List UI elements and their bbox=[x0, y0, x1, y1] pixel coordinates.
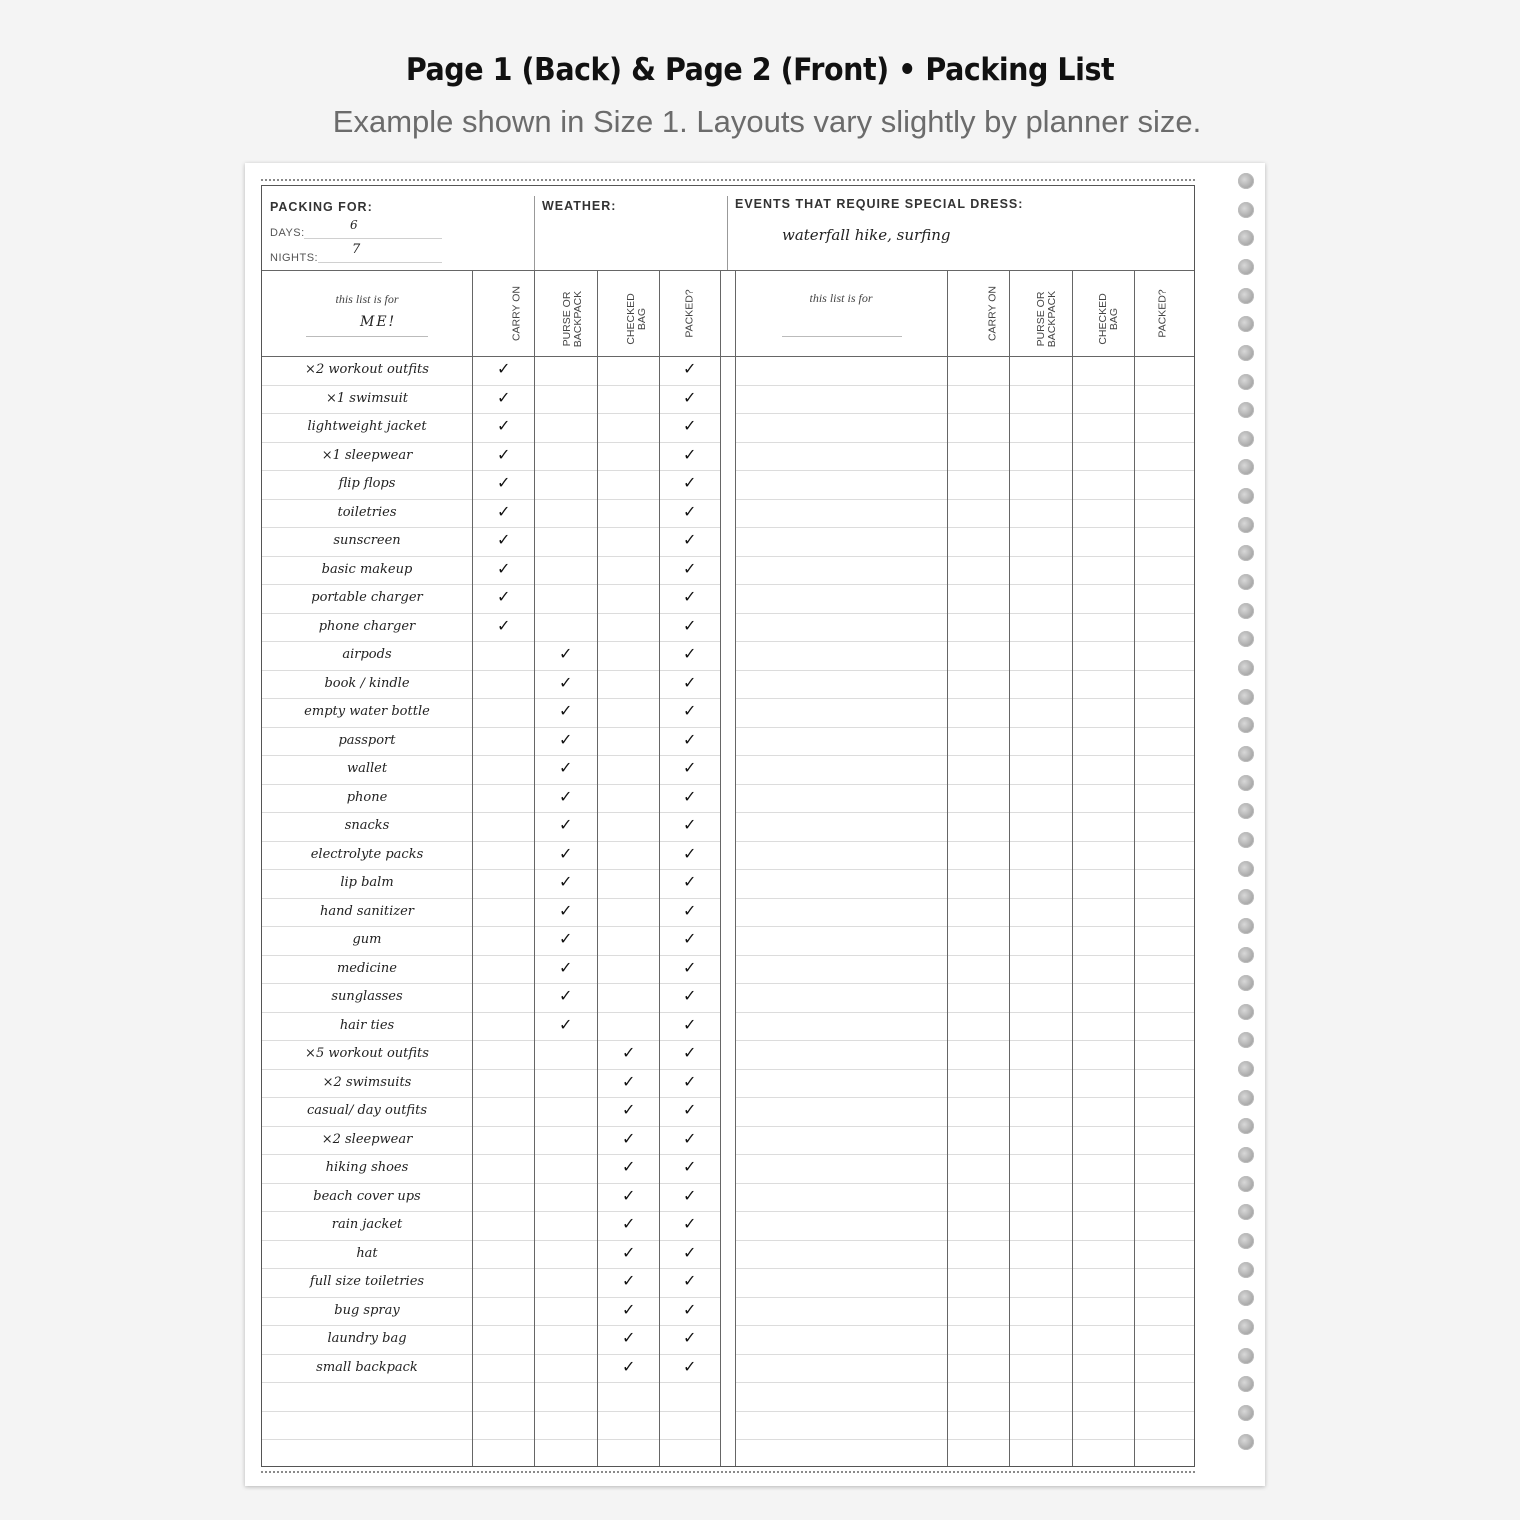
ruled-line bbox=[735, 1040, 1194, 1041]
ruled-line bbox=[735, 755, 1194, 756]
packing-item-text[interactable]: laundry bag bbox=[327, 1331, 407, 1346]
ruled-line bbox=[262, 1382, 720, 1383]
bag-check-mark[interactable]: ✓ bbox=[497, 587, 511, 606]
ruled-line bbox=[262, 385, 720, 386]
packed-check-mark[interactable]: ✓ bbox=[683, 1071, 697, 1091]
packing-item-text[interactable]: snacks bbox=[344, 818, 390, 833]
packing-item-text[interactable]: bug spray bbox=[334, 1302, 400, 1318]
bag-check-mark[interactable]: ✓ bbox=[622, 1043, 636, 1062]
ruled-line bbox=[735, 1097, 1194, 1098]
binder-hole bbox=[1238, 803, 1254, 819]
bag-check-mark[interactable]: ✓ bbox=[622, 1328, 636, 1347]
column-line bbox=[720, 270, 721, 1466]
packing-item-text[interactable]: medicine bbox=[336, 960, 397, 976]
ruled-line bbox=[735, 527, 1194, 528]
bag-check-mark[interactable]: ✓ bbox=[559, 672, 573, 692]
ruled-line bbox=[262, 727, 720, 728]
binder-hole bbox=[1238, 660, 1254, 676]
bag-check-mark[interactable]: ✓ bbox=[497, 359, 511, 378]
packed-check-mark[interactable]: ✓ bbox=[683, 672, 697, 692]
ruled-line bbox=[262, 1097, 720, 1098]
packing-item-text[interactable]: hand sanitizer bbox=[319, 903, 415, 919]
bag-check-mark[interactable]: ✓ bbox=[559, 729, 573, 749]
ruled-line bbox=[262, 1354, 720, 1355]
events-label: EVENTS THAT REQUIRE SPECIAL DRESS: bbox=[735, 197, 1024, 211]
packed-check-mark[interactable]: ✓ bbox=[683, 758, 697, 777]
bottom-dotted-border bbox=[261, 1471, 1195, 1473]
bag-check-mark[interactable]: ✓ bbox=[497, 615, 511, 635]
packed-check-mark[interactable]: ✓ bbox=[683, 843, 697, 863]
packing-item-text[interactable]: hair ties bbox=[339, 1017, 395, 1033]
ruled-line bbox=[262, 556, 720, 557]
bag-check-mark[interactable]: ✓ bbox=[497, 501, 511, 521]
packing-for-label: PACKING FOR: bbox=[270, 200, 373, 214]
right-col-packed: PACKED? bbox=[1156, 289, 1169, 338]
binder-hole bbox=[1238, 889, 1254, 905]
packed-check-mark[interactable]: ✓ bbox=[683, 615, 697, 635]
binder-hole bbox=[1238, 517, 1254, 533]
packing-item-text[interactable]: toiletries bbox=[337, 504, 397, 520]
ruled-line bbox=[735, 1439, 1194, 1440]
bag-check-mark[interactable]: ✓ bbox=[559, 900, 573, 920]
packing-item-text[interactable]: full size toiletries bbox=[309, 1274, 425, 1289]
left-col-purse: PURSE OR BACKPACK bbox=[561, 290, 584, 348]
ruled-line bbox=[262, 1411, 720, 1412]
left-list-for-underline bbox=[306, 336, 428, 337]
ruled-line bbox=[262, 1040, 720, 1041]
packing-item-text[interactable]: hat bbox=[356, 1245, 378, 1261]
bag-check-mark[interactable]: ✓ bbox=[622, 1299, 636, 1319]
binder-hole bbox=[1238, 1290, 1254, 1306]
binder-hole bbox=[1238, 431, 1254, 447]
bag-check-mark[interactable]: ✓ bbox=[559, 701, 573, 720]
packing-item-text[interactable]: ×5 workout outfits bbox=[305, 1046, 429, 1061]
binder-hole bbox=[1238, 402, 1254, 418]
packed-check-mark[interactable]: ✓ bbox=[683, 1157, 697, 1176]
packed-check-mark[interactable]: ✓ bbox=[683, 387, 697, 407]
packed-check-mark[interactable]: ✓ bbox=[683, 1014, 697, 1034]
ruled-line bbox=[262, 470, 720, 471]
ruled-line bbox=[735, 812, 1194, 813]
binder-hole bbox=[1238, 631, 1254, 647]
bag-check-mark[interactable]: ✓ bbox=[559, 815, 573, 834]
binder-hole bbox=[1238, 1204, 1254, 1220]
binder-hole bbox=[1238, 1348, 1254, 1364]
ruled-line bbox=[735, 1069, 1194, 1070]
ruled-line bbox=[735, 1154, 1194, 1155]
packed-check-mark[interactable]: ✓ bbox=[683, 1185, 697, 1205]
ruled-line bbox=[735, 784, 1194, 785]
binder-hole bbox=[1238, 1147, 1254, 1163]
binder-hole bbox=[1238, 374, 1254, 390]
packing-item-text[interactable]: casual/ day outfits bbox=[306, 1103, 428, 1118]
packed-check-mark[interactable]: ✓ bbox=[683, 1271, 697, 1290]
packed-check-mark[interactable]: ✓ bbox=[683, 359, 697, 378]
ruled-line bbox=[735, 1211, 1194, 1212]
packed-check-mark[interactable]: ✓ bbox=[683, 416, 697, 435]
bag-check-mark[interactable]: ✓ bbox=[497, 558, 511, 578]
binder-hole bbox=[1238, 488, 1254, 504]
ruled-line bbox=[262, 755, 720, 756]
binder-hole bbox=[1238, 717, 1254, 733]
bag-check-mark[interactable]: ✓ bbox=[622, 1071, 636, 1091]
column-line bbox=[947, 270, 948, 1466]
ruled-line bbox=[262, 698, 720, 699]
left-col-checked: CHECKED BAG bbox=[625, 293, 648, 345]
packed-check-mark[interactable]: ✓ bbox=[683, 786, 697, 806]
binder-hole bbox=[1238, 689, 1254, 705]
ruled-line bbox=[262, 1012, 720, 1013]
packing-item-text[interactable]: beach cover ups bbox=[313, 1188, 421, 1204]
ruled-line bbox=[262, 1126, 720, 1127]
column-line bbox=[1009, 270, 1010, 1466]
packing-item-text[interactable]: small backpack bbox=[316, 1359, 418, 1375]
binder-hole bbox=[1238, 173, 1254, 189]
right-col-checked: CHECKED BAG bbox=[1097, 293, 1120, 345]
ruled-line bbox=[735, 470, 1194, 471]
binder-hole bbox=[1238, 775, 1254, 791]
bag-check-mark[interactable]: ✓ bbox=[559, 644, 573, 663]
packed-check-mark[interactable]: ✓ bbox=[683, 729, 697, 749]
ruled-line bbox=[735, 955, 1194, 956]
ruled-line bbox=[735, 1268, 1194, 1269]
ruled-line bbox=[735, 1325, 1194, 1326]
packed-check-mark[interactable]: ✓ bbox=[683, 444, 697, 464]
packed-check-mark[interactable]: ✓ bbox=[683, 900, 697, 920]
ruled-line bbox=[262, 613, 720, 614]
bag-check-mark[interactable]: ✓ bbox=[622, 1242, 636, 1262]
binder-hole bbox=[1238, 918, 1254, 934]
right-col-purse: PURSE OR BACKPACK bbox=[1035, 290, 1058, 348]
binder-hole bbox=[1238, 1405, 1254, 1421]
bag-check-mark[interactable]: ✓ bbox=[559, 872, 573, 891]
ruled-line bbox=[262, 1268, 720, 1269]
packed-check-mark[interactable]: ✓ bbox=[683, 501, 697, 521]
binder-hole bbox=[1238, 345, 1254, 361]
packed-check-mark[interactable]: ✓ bbox=[683, 701, 697, 720]
binder-hole bbox=[1238, 1176, 1254, 1192]
bag-check-mark[interactable]: ✓ bbox=[497, 416, 511, 435]
ruled-line bbox=[262, 1069, 720, 1070]
ruled-line bbox=[262, 527, 720, 528]
binder-hole bbox=[1238, 230, 1254, 246]
packing-item-text[interactable]: gum bbox=[352, 932, 382, 947]
ruled-line bbox=[262, 670, 720, 671]
binder-hole bbox=[1238, 316, 1254, 332]
left-list-for-label: this list is for bbox=[335, 292, 399, 306]
bag-check-mark[interactable]: ✓ bbox=[559, 1014, 573, 1034]
ruled-line bbox=[262, 1297, 720, 1298]
ruled-line bbox=[735, 613, 1194, 614]
right-list-for-label: this list is for bbox=[809, 291, 873, 305]
packed-check-mark[interactable]: ✓ bbox=[683, 558, 697, 578]
packing-item-text[interactable]: basic makeup bbox=[321, 561, 413, 577]
ruled-line bbox=[735, 1240, 1194, 1241]
column-line bbox=[597, 270, 598, 1466]
binder-hole bbox=[1238, 1233, 1254, 1249]
binder-hole bbox=[1238, 459, 1254, 475]
packing-item-text[interactable]: phone bbox=[346, 789, 388, 805]
packed-check-mark[interactable]: ✓ bbox=[683, 872, 697, 891]
right-col-carry-on: CARRY ON bbox=[986, 285, 999, 342]
ruled-line bbox=[262, 1439, 720, 1440]
nights-label: NIGHTS: bbox=[270, 252, 319, 264]
binder-hole bbox=[1238, 1032, 1254, 1048]
packing-item-text[interactable]: flip flops bbox=[338, 476, 396, 491]
packing-item-text[interactable]: airpods bbox=[342, 647, 392, 662]
packed-check-mark[interactable]: ✓ bbox=[683, 815, 697, 834]
packed-check-mark[interactable]: ✓ bbox=[683, 1242, 697, 1262]
ruled-line bbox=[735, 1354, 1194, 1355]
packed-check-mark[interactable]: ✓ bbox=[683, 644, 697, 663]
ruled-line bbox=[262, 983, 720, 984]
bag-check-mark[interactable]: ✓ bbox=[622, 1157, 636, 1176]
packed-check-mark[interactable]: ✓ bbox=[683, 473, 697, 492]
ruled-line bbox=[735, 898, 1194, 899]
column-line bbox=[472, 270, 473, 1466]
bag-check-mark[interactable]: ✓ bbox=[559, 758, 573, 777]
bag-check-mark[interactable]: ✓ bbox=[622, 1128, 636, 1148]
binder-hole bbox=[1238, 1376, 1254, 1392]
bag-check-mark[interactable]: ✓ bbox=[622, 1356, 636, 1376]
planner-sheet bbox=[245, 163, 1265, 1486]
ruled-line bbox=[735, 385, 1194, 386]
ruled-line bbox=[262, 1183, 720, 1184]
packing-item-text[interactable]: rain jacket bbox=[331, 1217, 403, 1232]
packing-item-text[interactable]: book / kindle bbox=[324, 675, 410, 691]
ruled-line bbox=[735, 670, 1194, 671]
ruled-line bbox=[735, 499, 1194, 500]
nights-underline bbox=[318, 262, 442, 263]
packing-item-text[interactable]: phone charger bbox=[318, 618, 416, 634]
ruled-line bbox=[735, 698, 1194, 699]
binder-hole bbox=[1238, 1434, 1254, 1450]
bag-check-mark[interactable]: ✓ bbox=[622, 1271, 636, 1290]
binder-hole bbox=[1238, 975, 1254, 991]
packing-item-text[interactable]: ×1 swimsuit bbox=[325, 390, 408, 406]
ruled-line bbox=[735, 983, 1194, 984]
ruled-line bbox=[735, 727, 1194, 728]
packed-check-mark[interactable]: ✓ bbox=[683, 929, 697, 948]
bag-check-mark[interactable]: ✓ bbox=[497, 473, 511, 492]
ruled-line bbox=[735, 1183, 1194, 1184]
bag-check-mark[interactable]: ✓ bbox=[559, 986, 573, 1005]
packing-item-text[interactable]: portable charger bbox=[311, 590, 423, 605]
binder-hole bbox=[1238, 1090, 1254, 1106]
bag-check-mark[interactable]: ✓ bbox=[622, 1185, 636, 1205]
packed-check-mark[interactable]: ✓ bbox=[683, 1356, 697, 1376]
right-list-for-underline bbox=[782, 336, 902, 337]
binder-hole bbox=[1238, 603, 1254, 619]
binder-hole bbox=[1238, 288, 1254, 304]
days-label: DAYS: bbox=[270, 227, 305, 239]
ruled-line bbox=[262, 641, 720, 642]
top-dotted-border bbox=[261, 179, 1195, 181]
ruled-line bbox=[262, 898, 720, 899]
packed-check-mark[interactable]: ✓ bbox=[683, 986, 697, 1005]
ruled-line bbox=[262, 413, 720, 414]
ruled-line bbox=[735, 1411, 1194, 1412]
page-subheading: Example shown in Size 1. Layouts vary slightly by planner size. bbox=[332, 104, 1202, 139]
ruled-line bbox=[735, 1382, 1194, 1383]
ruled-line bbox=[262, 1211, 720, 1212]
ruled-line bbox=[735, 1012, 1194, 1013]
binder-hole bbox=[1238, 1319, 1254, 1335]
header-divider-2 bbox=[727, 196, 728, 270]
ruled-line bbox=[262, 1325, 720, 1326]
binder-hole bbox=[1238, 1061, 1254, 1077]
column-line bbox=[659, 270, 660, 1466]
packed-check-mark[interactable]: ✓ bbox=[683, 1100, 697, 1119]
packed-check-mark[interactable]: ✓ bbox=[683, 1214, 697, 1233]
binder-hole bbox=[1238, 947, 1254, 963]
bag-check-mark[interactable]: ✓ bbox=[559, 786, 573, 806]
packing-item-text[interactable]: ×2 workout outfits bbox=[305, 362, 429, 377]
packed-check-mark[interactable]: ✓ bbox=[683, 530, 697, 549]
packing-item-text[interactable]: ×2 swimsuits bbox=[322, 1074, 412, 1090]
ruled-line bbox=[262, 1240, 720, 1241]
binder-hole bbox=[1238, 1262, 1254, 1278]
ruled-line bbox=[735, 641, 1194, 642]
ruled-line bbox=[262, 955, 720, 956]
binder-hole bbox=[1238, 574, 1254, 590]
ruled-line bbox=[735, 584, 1194, 585]
ruled-line bbox=[735, 413, 1194, 414]
packed-check-mark[interactable]: ✓ bbox=[683, 957, 697, 977]
left-list-for-value[interactable]: ME! bbox=[360, 314, 397, 330]
packing-item-text[interactable]: electrolyte packs bbox=[310, 846, 424, 862]
packing-item-text[interactable]: lip balm bbox=[340, 875, 394, 890]
binder-hole bbox=[1238, 259, 1254, 275]
bag-check-mark[interactable]: ✓ bbox=[497, 387, 511, 407]
packing-item-text[interactable]: hiking shoes bbox=[325, 1160, 409, 1175]
packing-item-text[interactable]: passport bbox=[338, 732, 396, 748]
packing-list-frame bbox=[261, 185, 1195, 1467]
packing-item-text[interactable]: ×1 sleepwear bbox=[321, 447, 413, 463]
left-col-packed: PACKED? bbox=[683, 289, 696, 338]
column-line bbox=[534, 270, 535, 1466]
ruled-line bbox=[262, 841, 720, 842]
ruled-line bbox=[735, 1126, 1194, 1127]
ruled-line bbox=[735, 556, 1194, 557]
ruled-line bbox=[735, 841, 1194, 842]
ruled-line bbox=[262, 812, 720, 813]
ruled-line bbox=[262, 584, 720, 585]
events-value[interactable]: waterfall hike, surfing bbox=[782, 226, 951, 244]
header-divider-1 bbox=[534, 196, 535, 270]
column-line bbox=[1072, 270, 1073, 1466]
packing-item-text[interactable]: wallet bbox=[346, 761, 388, 776]
packed-check-mark[interactable]: ✓ bbox=[683, 1043, 697, 1062]
packing-item-text[interactable]: ×2 sleepwear bbox=[321, 1131, 413, 1147]
bag-check-mark[interactable]: ✓ bbox=[622, 1214, 636, 1233]
packed-check-mark[interactable]: ✓ bbox=[683, 1299, 697, 1319]
bag-check-mark[interactable]: ✓ bbox=[559, 957, 573, 977]
ruled-line bbox=[262, 784, 720, 785]
packing-item-text[interactable]: empty water bottle bbox=[304, 704, 430, 719]
packing-item-text[interactable]: sunscreen bbox=[333, 533, 401, 548]
column-line bbox=[735, 270, 736, 1466]
ruled-line bbox=[735, 442, 1194, 443]
ruled-line bbox=[735, 926, 1194, 927]
bag-check-mark[interactable]: ✓ bbox=[497, 444, 511, 464]
ruled-line bbox=[735, 869, 1194, 870]
binder-hole bbox=[1238, 861, 1254, 877]
ruled-line bbox=[262, 1154, 720, 1155]
binder-hole bbox=[1238, 1118, 1254, 1134]
bag-check-mark[interactable]: ✓ bbox=[497, 530, 511, 549]
ruled-line bbox=[262, 499, 720, 500]
column-line bbox=[1134, 270, 1135, 1466]
ruled-line bbox=[262, 442, 720, 443]
binder-hole bbox=[1238, 832, 1254, 848]
bag-check-mark[interactable]: ✓ bbox=[622, 1100, 636, 1119]
packing-item-text[interactable]: sunglasses bbox=[331, 989, 403, 1004]
page-heading: Page 1 (Back) & Page 2 (Front) • Packing List bbox=[405, 52, 1115, 88]
packing-item-text[interactable]: lightweight jacket bbox=[307, 419, 427, 434]
binder-hole bbox=[1238, 202, 1254, 218]
ruled-line bbox=[262, 869, 720, 870]
packed-check-mark[interactable]: ✓ bbox=[683, 1128, 697, 1148]
bag-check-mark[interactable]: ✓ bbox=[559, 929, 573, 948]
binder-hole bbox=[1238, 545, 1254, 561]
bag-check-mark[interactable]: ✓ bbox=[559, 843, 573, 863]
packed-check-mark[interactable]: ✓ bbox=[683, 1328, 697, 1347]
binder-hole bbox=[1238, 746, 1254, 762]
left-col-carry-on: CARRY ON bbox=[510, 285, 523, 342]
ruled-line bbox=[262, 926, 720, 927]
days-value[interactable]: 6 bbox=[350, 218, 358, 232]
ruled-line bbox=[735, 1297, 1194, 1298]
packed-check-mark[interactable]: ✓ bbox=[683, 587, 697, 606]
days-underline bbox=[304, 238, 442, 239]
weather-label: WEATHER: bbox=[542, 199, 617, 213]
binder-hole bbox=[1238, 1004, 1254, 1020]
nights-value[interactable]: 7 bbox=[352, 242, 361, 257]
